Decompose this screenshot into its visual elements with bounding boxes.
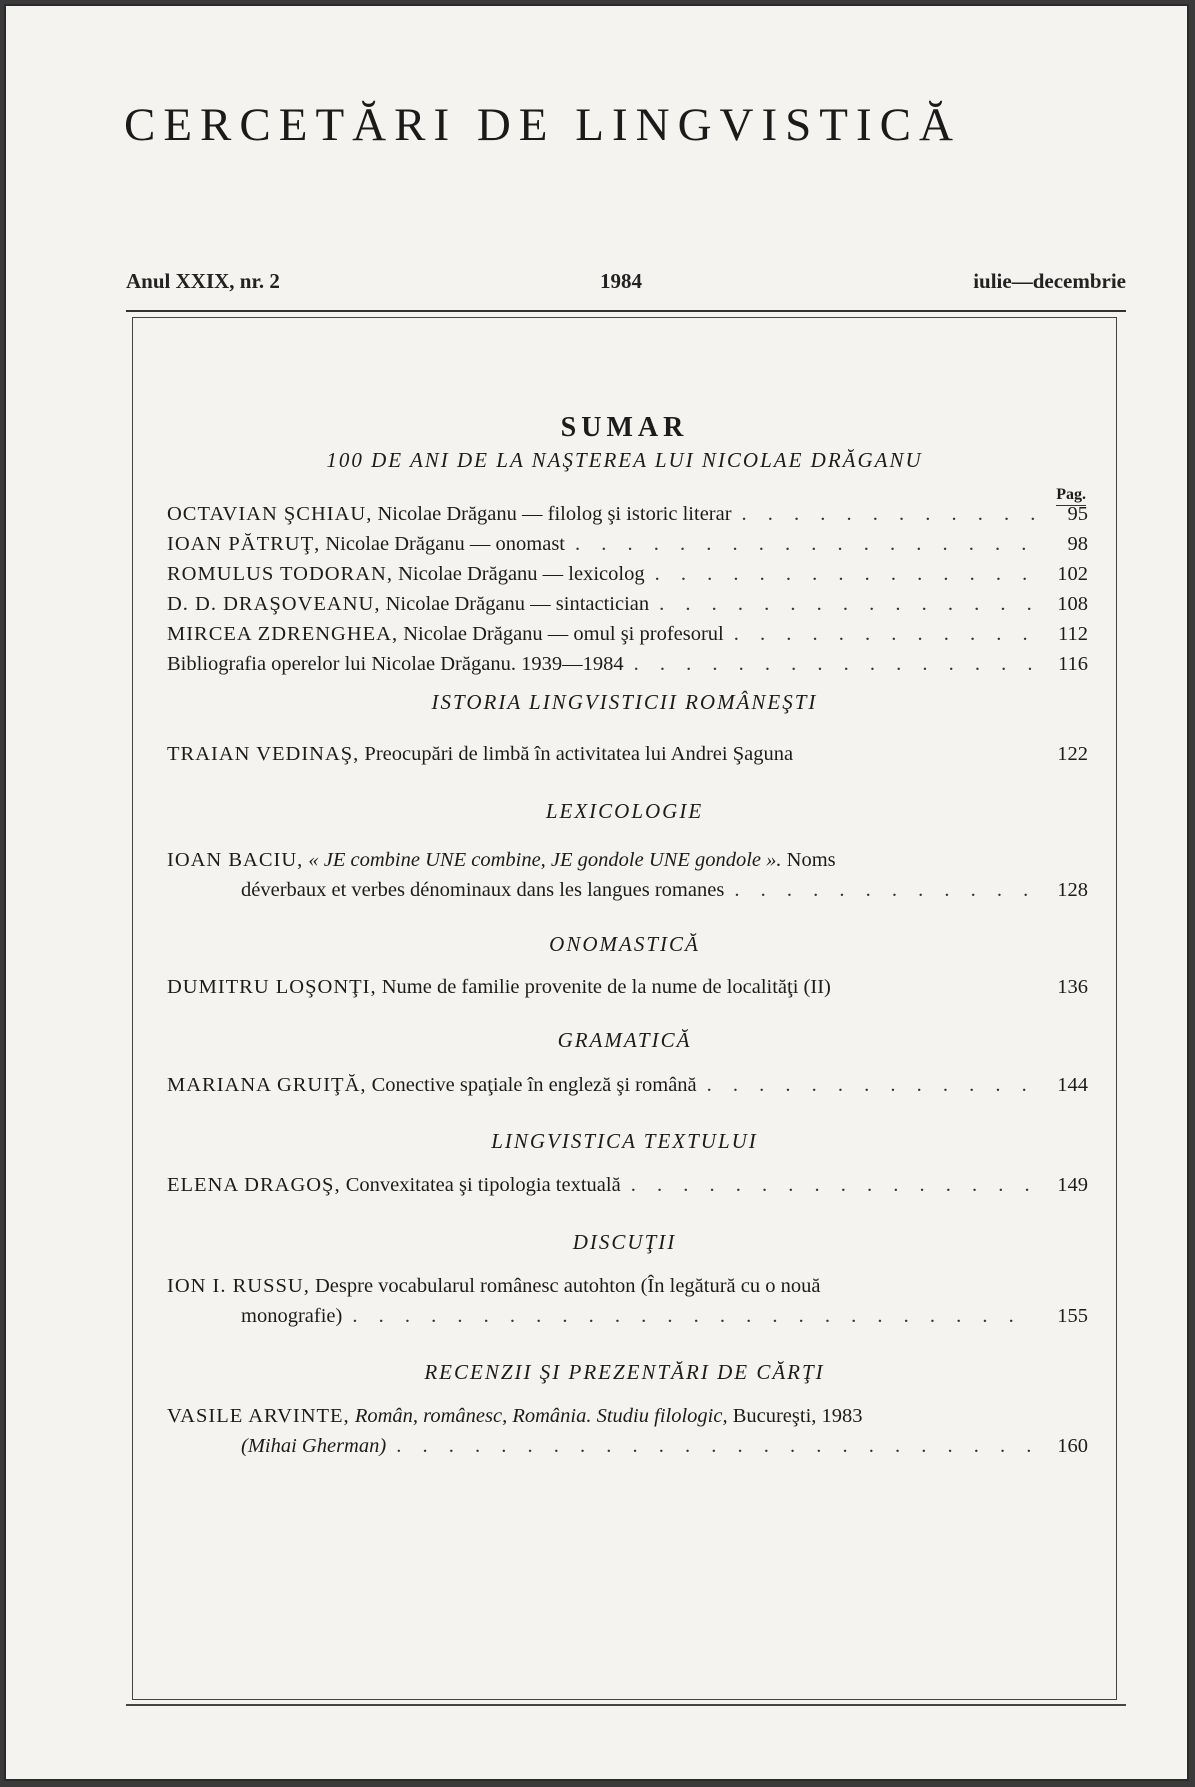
toc-entry[interactable] [167,1401,1088,1461]
leader-dots [734,619,1036,649]
toc-entry[interactable] [167,1170,1088,1200]
footer-rule [126,1704,1126,1706]
leader-dots [707,1070,1036,1100]
entry-page: 122 [1057,743,1088,765]
entry-title: Convexitatea şi tipologia textuală [345,1174,621,1196]
entry-page: 108 [1057,593,1088,615]
entry-title: Nume de familie provenite de la nume de localităţi (II) [381,976,831,998]
entry-author: VASILE ARVINTE, [167,1405,350,1427]
entry-author: OCTAVIAN ŞCHIAU, [167,503,373,525]
section-heading: GRAMATICĂ [557,1028,692,1052]
entry-author: MIRCEA ZDRENGHEA, [167,623,399,645]
entry-continuation: déverbaux et verbes dénominaux dans les langues romanes [241,879,725,901]
journal-title: CERCETĂRI DE LINGVISTICĂ [124,99,961,151]
leader-dots [659,589,1036,619]
toc-entry[interactable] [167,845,1088,905]
entry-author: D. D. DRAŞOVEANU, [167,593,381,615]
entry-title: Nicolae Drăganu — onomast [325,533,566,555]
entry-page: 160 [1057,1435,1088,1457]
toc-entry[interactable] [167,739,1088,769]
section-heading: ISTORIA LINGVISTICII ROMÂNEŞTI [431,690,818,714]
entry-title: Nicolae Drăganu — filolog şi istoric literar [377,503,732,525]
entry-title: Nicolae Drăganu — lexicolog [398,563,645,585]
entry-page: 136 [1057,976,1088,998]
entry-author: MARIANA GRUIŢĂ, [167,1074,367,1096]
entry-title-italic: Român, românesc, România. Studiu filologic, [354,1405,728,1427]
section-heading: RECENZII ŞI PREZENTĂRI DE CĂRŢI [424,1360,825,1384]
entry-page: 149 [1057,1174,1088,1196]
entry-title-rest: Bucureşti, 1983 [732,1405,863,1427]
leader-dots [655,559,1036,589]
entry-page: 95 [1067,503,1088,525]
toc-entry[interactable] [167,649,1088,679]
entry-page: 144 [1057,1074,1088,1096]
toc-entry[interactable] [167,972,1088,1002]
toc-entry[interactable] [167,1070,1088,1100]
entry-author: IOAN BACIU, [167,849,304,871]
entry-author: ION I. RUSSU, [167,1275,310,1297]
entry-page: 128 [1057,879,1088,901]
entry-author: TRAIAN VEDINAŞ, [167,743,360,765]
section-heading: ONOMASTICĂ [549,932,700,956]
issue-period: iulie—decembrie [973,269,1126,293]
toc-entry[interactable] [167,499,1088,529]
entry-title: Bibliografia operelor lui Nicolae Drăganu. 1939—1984 [167,653,624,675]
entry-author: IOAN PĂTRUŢ, [167,533,321,555]
entry-page: 112 [1058,623,1088,645]
entry-page: 155 [1057,1305,1088,1327]
leader-dots [734,875,1036,905]
section-heading: DISCUŢII [572,1230,677,1254]
entry-title: Nicolae Drăganu — sintactician [385,593,650,615]
toc-entry[interactable] [167,529,1088,559]
leader-dots [742,499,1036,529]
issue-volume: Anul XXIX, nr. 2 [126,269,280,293]
table-of-contents [132,317,1117,1700]
entry-author: DUMITRU LOŞONŢI, [167,976,377,998]
page-column-label: Pag. [1056,486,1086,506]
section-heading: LINGVISTICA TEXTULUI [491,1129,758,1153]
entry-title: Despre vocabularul românesc autohton (În legătură cu o nouă [314,1275,821,1297]
toc-title: SUMAR [560,412,689,443]
issue-year: 1984 [600,269,642,293]
entry-page: 116 [1058,653,1088,675]
section-heading: LEXICOLOGIE [545,799,704,823]
toc-entry[interactable] [167,619,1088,649]
leader-dots [352,1301,1036,1331]
entry-continuation: monografie) [241,1305,343,1327]
leader-dots [396,1431,1036,1461]
entry-page: 98 [1067,533,1088,555]
journal-page [4,4,1189,1781]
entry-title: Nicolae Drăganu — omul şi profesorul [403,623,724,645]
toc-entry[interactable] [167,559,1088,589]
entry-title-italic: « JE combine UNE combine, JE gondole UNE gondole ». [308,849,782,871]
entry-page: 102 [1057,563,1088,585]
toc-entry[interactable] [167,589,1088,619]
toc-entry[interactable] [167,1271,1088,1331]
leader-dots [631,1170,1036,1200]
leader-dots [634,649,1036,679]
entry-author: ELENA DRAGOŞ, [167,1174,341,1196]
entry-title-rest: Noms [786,849,836,871]
entry-continuation: (Mihai Gherman) [241,1435,387,1457]
leader-dots [575,529,1036,559]
entry-title: Conective spaţiale în engleză şi română [371,1074,697,1096]
entry-title: Preocupări de limbă în activitatea lui Andrei Şaguna [364,743,794,765]
section-heading: 100 DE ANI DE LA NAŞTEREA LUI NICOLAE DRĂGANU [326,448,923,472]
header-rule [126,310,1126,312]
entry-author: ROMULUS TODORAN, [167,563,393,585]
